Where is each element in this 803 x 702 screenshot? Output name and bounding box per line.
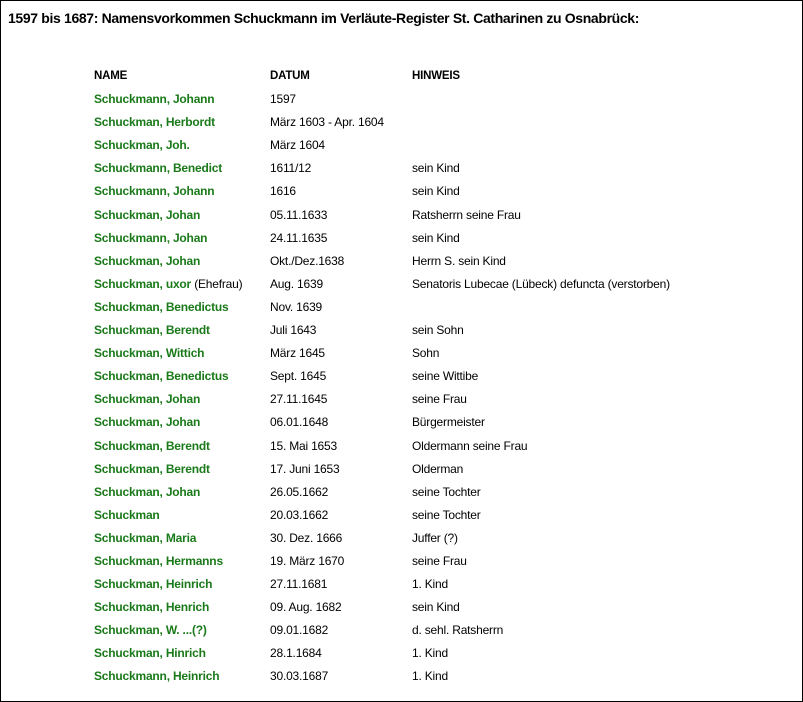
name-cell <box>94 342 270 365</box>
person-name: Schuckman, Berendt <box>94 323 210 338</box>
name-cell <box>94 481 270 504</box>
note-cell: Juffer (?) <box>412 530 458 545</box>
note-cell: sein Kind <box>412 161 460 176</box>
date-cell: Juli 1643 <box>270 323 317 338</box>
name-cell <box>94 157 270 180</box>
date-cell: 26.05.1662 <box>270 484 329 499</box>
person-name: Schuckman, uxor <box>94 276 192 291</box>
person-name: Schuckman, Johan <box>94 207 201 222</box>
name-cell <box>94 180 270 203</box>
person-name: Schuckman, Hermanns <box>94 553 223 568</box>
date-cell: 30.03.1687 <box>270 669 329 684</box>
note-cell: Sohn <box>412 346 440 361</box>
name-cell <box>94 411 270 434</box>
page-title: 1597 bis 1687: Namensvorkommen Schuckmann im Verläute-Register St. Catharinen zu Osnabrück: <box>8 10 640 26</box>
person-name: Schuckman, Herbordt <box>94 115 215 130</box>
date-cell: 24.11.1635 <box>270 230 328 245</box>
note-cell: 1. Kind <box>412 646 448 661</box>
note-cell: seine Tochter <box>412 507 481 522</box>
date-cell: 20.03.1662 <box>270 507 329 522</box>
person-name: Schuckmann, Johann <box>94 92 215 107</box>
note-cell: seine Frau <box>412 392 467 407</box>
person-name: Schuckmann, Benedict <box>94 161 223 176</box>
name-suffix: (Ehefrau) <box>194 276 243 291</box>
note-cell: 1. Kind <box>412 669 448 684</box>
date-cell: 05.11.1633 <box>270 207 328 222</box>
date-cell: 1616 <box>270 184 296 199</box>
date-cell: 09. Aug. 1682 <box>270 600 342 615</box>
note-cell: 1. Kind <box>412 577 448 592</box>
name-cell <box>94 596 270 619</box>
note-cell: sein Kind <box>412 600 460 615</box>
person-name: Schuckman, Henrich <box>94 600 210 615</box>
date-cell: 28.1.1684 <box>270 646 322 661</box>
note-cell: sein Kind <box>412 184 460 199</box>
note-cell: sein Sohn <box>412 323 464 338</box>
note-cell: seine Frau <box>412 553 467 568</box>
date-cell: 19. März 1670 <box>270 553 345 568</box>
name-cell <box>94 250 270 273</box>
header-date: DATUM <box>270 70 310 82</box>
person-name: Schuckman, Berendt <box>94 461 210 476</box>
date-cell: 09.01.1682 <box>270 623 329 638</box>
person-name: Schuckman, Heinrich <box>94 577 213 592</box>
note-cell: d. sehl. Ratsherrn <box>412 623 504 638</box>
name-cell <box>94 388 270 411</box>
person-name: Schuckman <box>94 507 160 522</box>
date-cell: März 1604 <box>270 138 325 153</box>
name-cell <box>94 273 270 296</box>
name-cell <box>94 550 270 573</box>
date-cell: 30. Dez. 1666 <box>270 530 343 545</box>
person-name: Schuckmann, Johann <box>94 184 215 199</box>
name-cell <box>94 296 270 319</box>
person-name: Schuckman, Johan <box>94 415 201 430</box>
name-cell <box>94 435 270 458</box>
note-cell: Ratsherrn seine Frau <box>412 207 521 222</box>
person-name: Schuckman, Johan <box>94 484 201 499</box>
person-name: Schuckman, Hinrich <box>94 646 206 661</box>
name-cell <box>94 227 270 250</box>
name-cell <box>94 134 270 157</box>
date-cell: 1597 <box>270 92 296 107</box>
name-cell <box>94 365 270 388</box>
date-cell: Nov. 1639 <box>270 299 323 314</box>
person-name: Schuckmann, Johan <box>94 230 208 245</box>
name-cell <box>94 204 270 227</box>
name-cell <box>94 642 270 665</box>
note-cell: Senatoris Lubecae (Lübeck) defuncta (verstorben) <box>412 276 670 291</box>
date-cell: 17. Juni 1653 <box>270 461 340 476</box>
name-cell <box>94 458 270 481</box>
person-name: Schuckman, Johan <box>94 253 201 268</box>
person-name: Schuckman, Benedictus <box>94 369 229 384</box>
name-cell <box>94 88 270 111</box>
header-name: NAME <box>94 70 128 82</box>
name-cell <box>94 504 270 527</box>
name-cell <box>94 319 270 342</box>
note-cell: Olderman <box>412 461 464 476</box>
date-cell: 27.11.1681 <box>270 577 328 592</box>
name-cell <box>94 573 270 596</box>
date-cell: Aug. 1639 <box>270 276 323 291</box>
person-name: Schuckman, Johan <box>94 392 201 407</box>
note-cell: seine Wittibe <box>412 369 479 384</box>
name-cell <box>94 619 270 642</box>
person-name: Schuckman, W. ...(?) <box>94 623 207 638</box>
person-name: Schuckmann, Heinrich <box>94 669 220 684</box>
header-note: HINWEIS <box>412 70 460 82</box>
note-cell: sein Kind <box>412 230 460 245</box>
date-cell: Okt./Dez.1638 <box>270 253 345 268</box>
note-cell: seine Tochter <box>412 484 481 499</box>
date-cell: 15. Mai 1653 <box>270 438 337 453</box>
name-cell <box>94 665 270 688</box>
person-name: Schuckman, Wittich <box>94 346 205 361</box>
date-cell: März 1603 - Apr. 1604 <box>270 115 384 130</box>
person-name: Schuckman, Maria <box>94 530 197 545</box>
person-name: Schuckman, Benedictus <box>94 299 229 314</box>
name-cell <box>94 527 270 550</box>
note-cell: Bürgermeister <box>412 415 485 430</box>
date-cell: 1611/12 <box>270 161 312 176</box>
date-cell: März 1645 <box>270 346 325 361</box>
person-name: Schuckman, Berendt <box>94 438 210 453</box>
person-name: Schuckman, Joh. <box>94 138 190 153</box>
note-cell: Oldermann seine Frau <box>412 438 528 453</box>
note-cell: Herrn S. sein Kind <box>412 253 506 268</box>
date-cell: 27.11.1645 <box>270 392 328 407</box>
date-cell: Sept. 1645 <box>270 369 327 384</box>
date-cell: 06.01.1648 <box>270 415 329 430</box>
name-cell <box>94 111 270 134</box>
